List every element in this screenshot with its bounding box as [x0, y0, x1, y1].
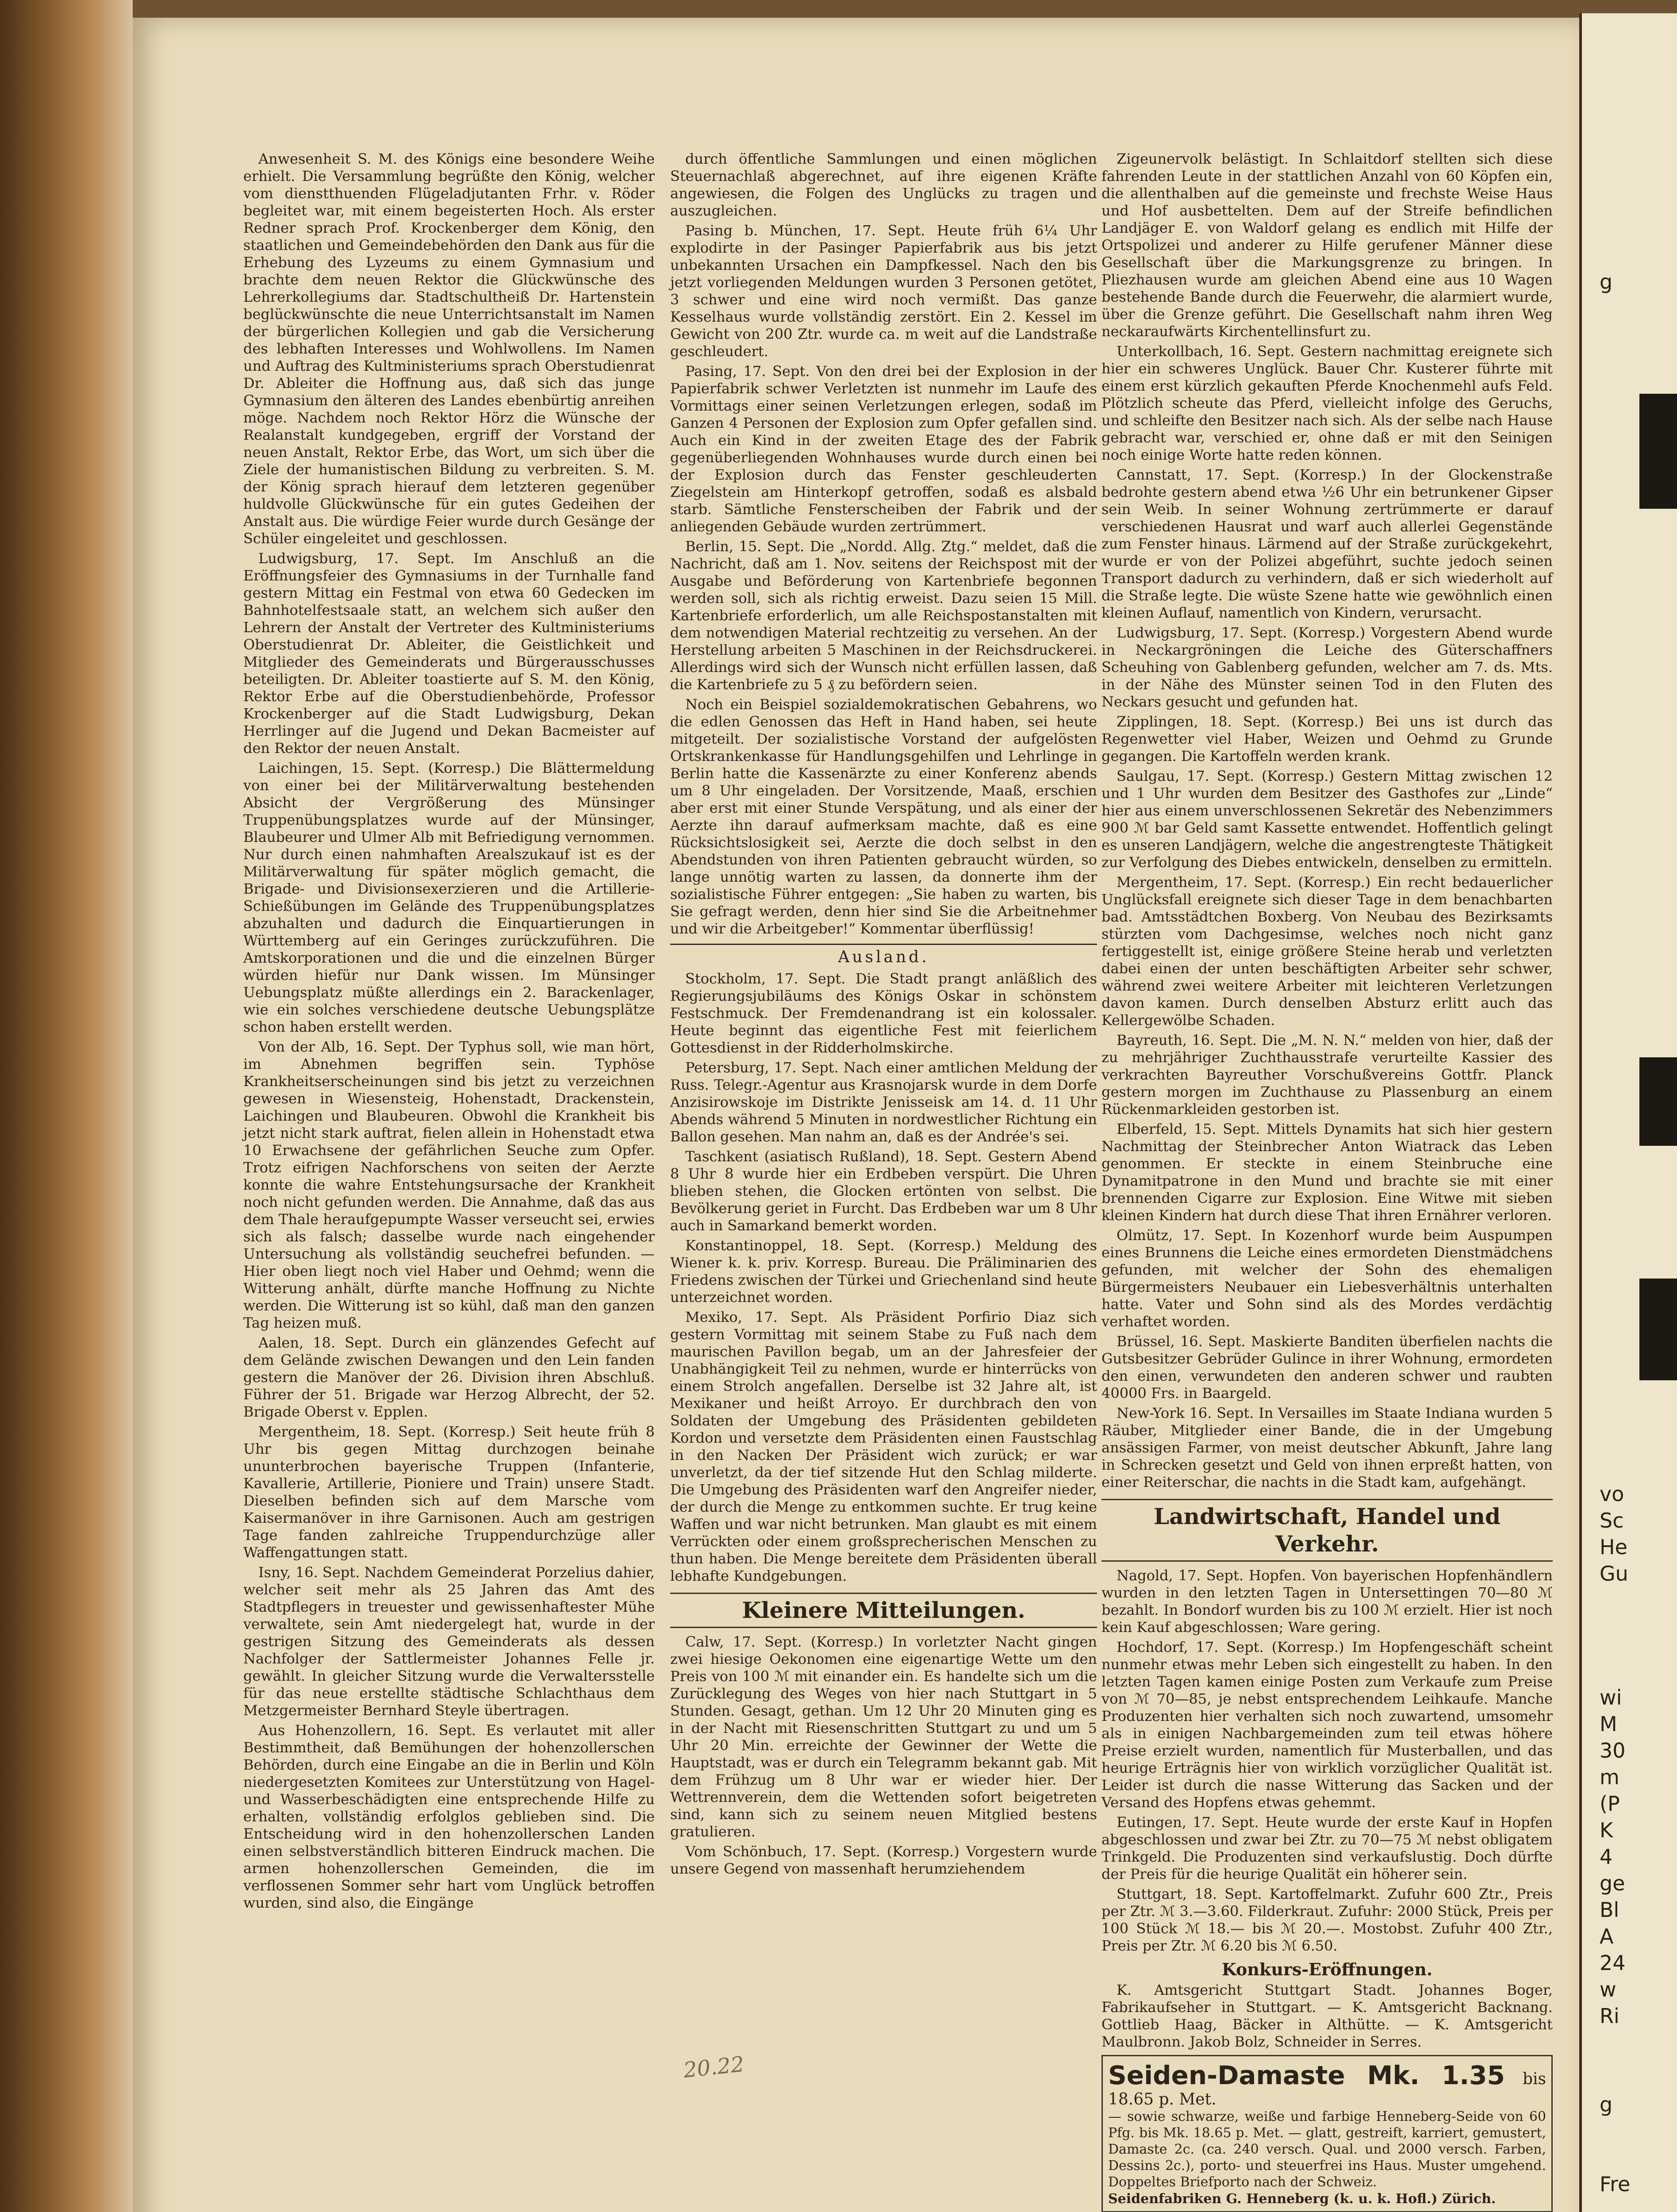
text-fragment: g: [1600, 2093, 1613, 2116]
text-fragment: Bl: [1600, 1898, 1619, 1922]
text-fragment: (P: [1600, 1792, 1620, 1816]
article: Aalen, 18. Sept. Durch ein glänzendes Gefecht auf dem Gelände zwischen Dewangen und den Lein fanden gestern die Manöver der 26. Division ihren Abschluß. Führer der 51. Brigade war Herzog Albrecht, der 52. Brigade Oberst v. Epplen.: [243, 1334, 655, 1420]
article: Ludwigsburg, 17. Sept. (Korresp.) Vorgestern Abend wurde in Neckargröningen die Leiche des Güterschaffners Scheuhing von Gablenberg gefunden, welcher am 7. ds. Mts. in der Nähe des Münster seinen Tod in den Fluten des Neckars gesucht und gefunden hat.: [1101, 624, 1553, 710]
article: Zipplingen, 18. Sept. (Korresp.) Bei uns ist durch das Regenwetter viel Haber, Weizen und Oehmd zu Grunde gegangen. Die Kartoffeln werden krank.: [1101, 713, 1553, 764]
text-fragment: m: [1600, 1765, 1619, 1789]
pencil-annotation: 20.22: [682, 2051, 745, 2083]
text-fragment: 30: [1600, 1739, 1626, 1763]
text-fragment: Fre: [1600, 2172, 1631, 2196]
section-heading-ausland: Ausland.: [670, 944, 1097, 966]
section-heading-landwirtschaft: Landwirtschaft, Handel und Verkehr.: [1101, 1499, 1553, 1562]
text-fragment: A: [1600, 1924, 1614, 1948]
ad-title: Seiden-Damaste Mk. 1.35: [1108, 2060, 1505, 2090]
ad-block-fragment: [1639, 1057, 1677, 1146]
column-3: [1101, 150, 1553, 2212]
article: Petersburg, 17. Sept. Nach einer amtlichen Meldung der Russ. Telegr.-Agentur aus Krasnojarsk wurde in dem Dorfe Anzisirowskoje im Distrikte Jenisseisk am 14. d. 11 Uhr Abends während 5 Minuten in nordwestlicher Richtung ein Ballon gesehen. Man nahm an, daß es der Andrée's sei.: [670, 1059, 1097, 1145]
article: Pasing, 17. Sept. Von den drei bei der Explosion in der Papierfabrik schwer Verletzten ist nunmehr im Laufe des Vormittags einer seinen Verletzungen erlegen, sodaß im Ganzen 4 Personen der Explosion zum Opfer gefallen sind. Auch ein Kind in der zweiten Etage des der Fabrik gegenüberliegenden Wohnhauses wurde durch einen bei der Explosion durch das Fenster geschleuderten Ziegelstein am Hinterkopf getroffen, sodaß es alsbald starb. Sämtliche Fensterscheiben der Fabrik und der anliegenden Gebäude wurden zertrümmert.: [670, 363, 1097, 535]
text-fragment: Sc: [1600, 1509, 1624, 1532]
text-fragment: 24: [1600, 1951, 1626, 1975]
article: Saulgau, 17. Sept. (Korresp.) Gestern Mittag zwischen 12 und 1 Uhr wurden dem Besitzer des Gasthofes zur „Linde“ hier aus einem unverschlossenen Sekretär des Nebenzimmers 900 ℳ bar Geld samt Kassette entwendet. Hoffentlich gelingt es unseren Landjägern, welche die angestrengteste Thätigkeit zur Verfolgung des Diebes entwickeln, denselben zu ermitteln.: [1101, 768, 1553, 871]
article: New-York 16. Sept. In Versailles im Staate Indiana wurden 5 Räuber, Mitglieder einer Bande, die in der Umgebung ansässigen Farmer, von meist deutscher Abkunft, Jahre lang in Schrecken gesetzt und Geld von ihnen erpreßt hatten, von einer Reiterschar, die nachts in die Stadt kam, aufgehängt.: [1101, 1405, 1553, 1490]
ad-block-fragment: [1639, 394, 1677, 509]
article: Brüssel, 16. Sept. Maskierte Banditen überfielen nachts die Gutsbesitzer Gebrüder Gulince in ihrer Wohnung, ermordeten den einen, verwundeten den anderen schwer und raubten 40000 Frs. in Baargeld.: [1101, 1333, 1553, 1402]
text-fragment: K: [1600, 1818, 1613, 1842]
article: Stuttgart, 18. Sept. Kartoffelmarkt. Zufuhr 600 Ztr., Preis per Ztr. ℳ 3.—3.60. Filderkraut. Zufuhr: 2000 Stück, Preis per 100 Stück ℳ 18.— bis ℳ 20.—. Mostobst. Zufuhr 400 Ztr., Preis per Ztr. ℳ 6.20 bis ℳ 6.50.: [1101, 1886, 1553, 1954]
ad-price-note: bis 18.65 p. Met.: [1108, 2070, 1547, 2108]
article: Isny, 16. Sept. Nachdem Gemeinderat Porzelius dahier, welcher seit mehr als 25 Jahren das Amt des Stadtpflegers in treuester und gewissenhaftester Mühe verwaltete, sein Amt niedergelegt hat, wurde in der gestrigen Sitzung des Gemeinderats als dessen Nachfolger der Sattlermeister Johannes Felle jr. gewählt. In gleicher Sitzung wurde die Verwaltersstelle für das neue erstellte städtische Schlachthaus dem Metzgermeister Bernhard Steyle übertragen.: [243, 1564, 655, 1719]
article: Eutingen, 17. Sept. Heute wurde der erste Kauf in Hopfen abgeschlossen und zwar bei Ztr. zu 70—75 ℳ nebst obligatem Trinkgeld. Die Produzenten sind verkaufslustig. Doch dürfte der Preis für die heurige Qualität ein höherer sein.: [1101, 1814, 1553, 1882]
article: Nagold, 17. Sept. Hopfen. Von bayerischen Hopfenhändlern wurden in den letzten Tagen in Untersettingen 70—80 ℳ bezahlt. In Bondorf wurden bis zu 100 ℳ erzielt. Hier ist noch kein Kauf abgeschlossen; Ware gering.: [1101, 1567, 1553, 1636]
article: Taschkent (asiatisch Rußland), 18. Sept. Gestern Abend 8 Uhr 8 wurde hier ein Erdbeben verspürt. Die Uhren blieben stehen, die Glocken ertönten von selbst. Die Bevölkerung geriet in Furcht. Das Erdbeben war um 8 Uhr auch in Samarkand bemerkt worden.: [670, 1148, 1097, 1234]
advertisement-seiden-damaste: [1101, 2055, 1553, 2212]
article: Mergentheim, 17. Sept. (Korresp.) Ein recht bedauerlicher Unglücksfall ereignete sich dieser Tage in dem benachbarten bad. Amtsstädtchen Boxberg. Von Neubau des Bezirksamts stürzten vom Dachgesimse, welches noch nicht ganz fertiggestellt ist, einige größere Steine herab und verletzten dabei einen der unten beschäftigten Arbeiter sehr schwer, während zwei weitere Arbeiter mit leichteren Verletzungen davon kamen. Durch denselben Absturz erlitt auch das Kellergewölbe Schaden.: [1101, 874, 1553, 1029]
text-fragment: ge: [1600, 1871, 1625, 1895]
article: Calw, 17. Sept. (Korresp.) In vorletzter Nacht gingen zwei hiesige Oekonomen eine eigenartige Wette um den Preis von 100 ℳ mit einander ein. Es handelte sich um die Zurücklegung des Weges von hier nach Stuttgart in 5 Stunden. Gesagt, gethan. Um 12 Uhr 20 Minuten ging es in der Nacht mit Riesenschritten Stuttgart zu und um 5 Uhr 20 Min. erreichte der Gewinner der Wette die Hauptstadt, was er durch ein Telegramm bekannt gab. Mit dem Frühzug um 8 Uhr war er wieder hier. Der Wettrennverein, dem die Wettenden sofort beigetreten sind, kann sich zu seinem neuen Mitglied bestens gratulieren.: [670, 1633, 1097, 1840]
article: Mergentheim, 18. Sept. (Korresp.) Seit heute früh 8 Uhr bis gegen Mittag durchzogen beinahe ununterbrochen bayerische Truppen (Infanterie, Kavallerie, Artillerie, Pioniere und Train) unsere Stadt. Dieselben befinden sich auf dem Marsche vom Kaisermanöver in ihre Garnisonen. Auch am gestrigen Tage fanden zahlreiche Truppendurchzüge aller Waffengattungen statt.: [243, 1423, 655, 1561]
text-fragment: vo: [1600, 1482, 1624, 1506]
text-fragment: wi: [1600, 1686, 1622, 1709]
text-fragment: 4: [1600, 1845, 1613, 1869]
column-1: [243, 150, 655, 1914]
ad-body: — sowie schwarze, weiße und farbige Henneberg-Seide von 60 Pfg. bis Mk. 18.65 p. Met. — glatt, gestreift, karriert, gemustert, Damaste 2c. (ca. 240 versch. Qual. und 2000 versch. Farben, Dessins 2c.), porto- und steuerfrei ins Haus. Muster umgehend. Doppeltes Briefporto nach der Schweiz.: [1108, 2109, 1546, 2190]
column-2: [670, 150, 1097, 1880]
article: Elberfeld, 15. Sept. Mittels Dynamits hat sich hier gestern Nachmittag der Steinbrecher Anton Wiatrack das Leben genommen. Er steckte in einem Steinbruche eine Dynamitpatrone in den Mund und brachte sie mit einer brennenden Cigarre zur Explosion. Eine Witwe mit sieben kleinen Kindern hat durch diese That ihren Ernährer verloren.: [1101, 1121, 1553, 1224]
article: Stockholm, 17. Sept. Die Stadt prangt anläßlich des Regierungsjubiläums des Königs Oskar in schönstem Festschmuck. Der Fremdenandrang ist ein kolossaler. Heute beginnt das eigentliche Fest mit feierlichem Gottesdienst in der Ridderholmskirche.: [670, 970, 1097, 1056]
ad-firm: Seidenfabriken G. Henneberg (k. u. k. Hofl.) Zürich.: [1108, 2191, 1496, 2207]
article: Laichingen, 15. Sept. (Korresp.) Die Blättermeldung von einer bei der Militärverwaltung bestehenden Absicht der Vergrößerung des Münsinger Truppenübungsplatzes wurde auf der Münsinger, Blaubeurer und Ulmer Alb mit Befriedigung vernommen. Nur durch einen nahmhaften Arealszukauf ist es der Militärverwaltung für später möglich gemacht, die Brigade- und Divisionsexerzieren und die Artillerie-Schießübungen im Gelände des Truppenübungsplatzes abzuhalten und dadurch die Einquartierungen in Württemberg auf ein Geringes zurückzuführen. Die Amtskorporationen und die und die einzelnen Bürger würden hiefür nur Dank wissen. Im Münsinger Uebungsplatz müßte allerdings ein 2. Barackenlager, wie ein solches verschiedene deutsche Uebungsplätze schon haben erstellt werden.: [243, 760, 655, 1035]
article: Unterkollbach, 16. Sept. Gestern nachmittag ereignete sich hier ein schweres Unglück. Bauer Chr. Kusterer führte mit einem erst kürzlich gekauften Pferde Knochenmehl aufs Feld. Plötzlich scheute das Pferd, vielleicht infolge des Geruchs, und schleifte den Besitzer nach sich. Als der selbe nach Hause gebracht war, verschied er, ohne daß er mit den Seinigen noch einige Worte hatte reden können.: [1101, 343, 1553, 463]
text-fragment: w: [1600, 1978, 1616, 2001]
article: Bayreuth, 16. Sept. Die „M. N. N.“ melden von hier, daß der zu mehrjähriger Zuchthausstrafe verurteilte Kassier des verkrachten Bayreuther Vorschußvereins Gottfr. Planck gestern morgen im Zuchthause zu Plassenburg an einem Rückenmarkleiden gestorben ist.: [1101, 1032, 1553, 1118]
text-fragment: g: [1600, 270, 1613, 294]
article: Konstantinoppel, 18. Sept. (Korresp.) Meldung des Wiener k. k. priv. Korresp. Bureau. Die Präliminarien des Friedens zwischen der Türkei und Griechenland sind heute unterzeichnet worden.: [670, 1237, 1097, 1306]
article: Ludwigsburg, 17. Sept. Im Anschluß an die Eröffnungsfeier des Gymnasiums in der Turnhalle fand gestern Mittag ein Festmal von etwa 60 Gedecken im Bahnhotelfestsaale statt, an welchem sich außer den Lehrern der Anstalt der Vertreter des Kultministeriums Oberstudienrat Dr. Ableiter, die Geistlichkeit und Mitglieder des Gemeinderats und Bürgerausschusses beteiligten. Dr. Ableiter toastierte auf S. M. den König, Rektor Erbe auf die Oberstudienbehörde, Professor Krockenberger auf die Stadt Ludwigsburg, Dekan Herrlinger auf die Jugend und Dekan Bacmeister auf den Rektor der neuen Anstalt.: [243, 550, 655, 757]
article: Von der Alb, 16. Sept. Der Typhus soll, wie man hört, im Abnehmen begriffen sein. Typhöse Krankheitserscheinungen sind bis jetzt zu verzeichnen gewesen in Wiesensteig, Hohenstadt, Drackenstein, Laichingen und Blaubeuren. Obwohl die Krankheit bis jetzt nicht stark auftrat, fielen allein in Hohenstadt etwa 10 Erwachsene der gefährlichen Seuche zum Opfer. Trotz eifrigen Nachforschens von seiten der Aerzte konnte die wahre Entstehungsursache der Krankheit noch nicht gefunden werden. Die Annahme, daß das aus dem Thale heraufgepumpte Wasser verseucht sei, erwies sich als falsch; dasselbe wurde nach eingehender Untersuchung als vollständig seuchefrei befunden. — Hier oben liegt noch viel Haber und Oehmd; wenn die Witterung anhält, dürfte manche Hoffnung zu Nichte werden. Die Witterung ist so kühl, daß man den ganzen Tag heizen muß.: [243, 1038, 655, 1331]
article: Vom Schönbuch, 17. Sept. (Korresp.) Vorgestern wurde unsere Gegend von massenhaft herumziehendem: [670, 1843, 1097, 1877]
article: durch öffentliche Sammlungen und einen möglichen Steuernachlaß abgerechnet, auf ihre eigenen Kräfte angewiesen, die Folgen des Unglücks zu tragen und auszugleichen.: [670, 150, 1097, 219]
article: Aus Hohenzollern, 16. Sept. Es verlautet mit aller Bestimmtheit, daß Bemühungen der hohenzollerschen Behörden, durch eine Eingabe an die in Berlin und Köln niedergesetzten Komitees zur Unterstützung von Hagel- und Wasserbeschädigten eine entsprechende Hilfe zu erhalten, vollständig erfolglos geblieben sind. Die Entscheidung wird in den hohenzollerschen Landen einen selbstverständlich bitteren Eindruck machen. Die armen hohenzollerschen Gemeinden, die im verflossenen Sommer sehr hart vom Unglück betroffen wurden, sind also, die Eingänge: [243, 1722, 655, 1911]
text-fragment: He: [1600, 1535, 1627, 1559]
article: Hochdorf, 17. Sept. (Korresp.) Im Hopfengeschäft scheint nunmehr etwas mehr Leben sich eingestellt zu haben. In den letzten Tagen kamen einige Posten zum Verkaufe zum Preise von ℳ 70—85, je nebst entsprechendem Leihkaufe. Manche Produzenten hier verhalten sich noch zuwartend, umsomehr als in einigen Nachbargemeinden zum teil etwas höhere Preise erzielt wurden, namentlich für Musterballen, und das heurige Erträgnis hier von wirklich vorzüglicher Qualität ist. Leider ist durch die nasse Witterung das Sacken und der Versand des Hopfens etwas gehemmt.: [1101, 1639, 1553, 1811]
article: Anwesenheit S. M. des Königs eine besondere Weihe erhielt. Die Versammlung begrüßte den König, welcher vom dienstthuenden Flügeladjutanten Frhr. v. Röder begleitet war, mit einem begeisterten Hoch. Als erster Redner sprach Prof. Krockenberger dem König, den staatlichen und Gemeindebehörden den Dank aus für die Erhebung des Lyzeums zu einem Gymnasium und brachte dem neuen Rektor die Glückwünsche des Lehrerkollegiums dar. Stadtschultheiß Dr. Hartenstein beglückwünschte die neue Unterrichtsanstalt im Namen der bürgerlichen Kollegien und gab die Versicherung des lebhaften Interesses und Wohlwollens. Im Namen und Auftrag des Kultministeriums sprach Oberstudienrat Dr. Ableiter die Hoffnung aus, daß sich das junge Gymnasium den älteren des Landes ebenbürtig anreihen möge. Nachdem noch Rektor Hörz die Wünsche der Realanstalt kundgegeben, ergriff der Vorstand der neuen Anstalt, Rektor Erbe, das Wort, um sich über die Ziele der humanistischen Bildung zu verbreiten. S. M. der König sprach hierauf dem letzteren gegenüber huldvolle Glückwünsche für ein gutes Gedeihen der Anstalt aus. Die würdige Feier wurde durch Gesänge der Schüler eingeleitet und geschlossen.: [243, 150, 655, 547]
section-heading-kleinere-mitteilungen: Kleinere Mitteilungen.: [670, 1593, 1097, 1628]
konkurs-heading: Konkurs-Eröffnungen.: [1221, 1959, 1433, 1979]
ad-block-fragment: [1639, 1279, 1677, 1380]
article: Noch ein Beispiel sozialdemokratischen Gebahrens, wo die edlen Genossen das Heft in Hand haben, sei heute mitgeteilt. Der sozialistische Vorstand der aufgelösten Ortskrankenkasse für Handlungsgehilfen und Lehrlinge in Berlin hatte die Kassenärzte zu einer Konferenz abends um 8 Uhr eingeladen. Der Vorsitzende, Maaß, erschien aber erst mit einer Stunde Verspätung, und als einer der Aerzte ihn darauf aufmerksam machte, daß es eine Rücksichtslosigkeit sei, Aerzte die doch selbst in den Abendstunden von ihren Patienten gebraucht würden, so lange unnötig warten zu lassen, da donnerte ihm der sozialistische Führer entgegen: „Sie haben zu warten, bis Sie gefragt werden, denn hier sind Sie die Arbeitnehmer und wir die Arbeitgeber!“ Kommentar überflüssig!: [670, 696, 1097, 937]
text-fragment: Gu: [1600, 1562, 1628, 1586]
article: Mexiko, 17. Sept. Als Präsident Porfirio Diaz sich gestern Vormittag mit seinem Stabe zu Fuß nach dem maurischen Pavillon begab, um an der Jahresfeier der Unabhängigkeit Teil zu nehmen, wurde er hinterrücks von einem Strolch angefallen. Derselbe ist 32 Jahre alt, ist Mexikaner und heißt Arroyo. Er durchbrach den von Soldaten der Umgebung des Präsidenten gebildeten Kordon und versetzte dem Präsidenten einen Faustschlag in den Nacken Der Präsident wich zurück; er war unverletzt, da der tief sitzende Hut den Schlag milderte. Die Umgebung des Präsidenten warf den Angreifer nieder, der durch die Menge zu entkommen suchte. Er trug keine Waffen und war nicht betrunken. Man glaubt es mit einem Verrückten oder einem großsprecherischen Menschen zu thun haben. Die Menge bereitete dem Präsidenten überall lebhafte Kundgebungen.: [670, 1309, 1097, 1584]
article: Berlin, 15. Sept. Die „Nordd. Allg. Ztg.“ meldet, daß die Nachricht, daß am 1. Nov. seitens der Reichspost mit der Ausgabe und Beförderung von Kartenbriefe begonnen werden soll, sich als richtig erweist. Dazu seien 15 Mill. Kartenbriefe erforderlich, um alle Reichspostanstalten mit dem notwendigen Material rechtzeitig zu versehen. An der Herstellung arbeiten 5 Maschinen in der Reichsdruckerei. Allerdings wird sich der Wunsch nicht erfüllen lassen, daß die Kartenbriefe zu 5 ₰ zu befördern seien.: [670, 538, 1097, 693]
article: Pasing b. München, 17. Sept. Heute früh 6¼ Uhr explodirte in der Pasinger Papierfabrik aus bis jetzt unbekannten Ursachen ein Dampfkessel. Nach den bis jetzt vorliegenden Meldungen wurden 3 Personen getötet, 3 schwer und eine wird noch vermißt. Das ganze Kesselhaus wurde vollständig zerstört. Ein 2. Kessel im Gewicht von 200 Ztr. wurde ca. m weit auf die Landstraße geschleudert.: [670, 222, 1097, 360]
adjacent-page-edge: [1579, 13, 1677, 2212]
book-spine: [0, 0, 133, 2212]
article: Cannstatt, 17. Sept. (Korresp.) In der Glockenstraße bedrohte gestern abend etwa ½6 Uhr ein betrunkener Gipser sein Weib. In seiner Wohnung zertrümmerte er darauf verschiedenen Hausrat und warf auch allerlei Gegenstände zum Fenster hinaus. Lärmend auf der Straße zurückgekehrt, wurde er von der Polizei abgeführt, suchte jedoch seinen Transport dadurch zu verhindern, daß er sich wiederholt auf die Straße legte. Die wüste Szene hatte wie gewöhnlich einen kleinen Auflauf, namentlich von Kindern, verursacht.: [1101, 466, 1553, 621]
text-fragment: Ri: [1600, 2004, 1619, 2028]
article: Olmütz, 17. Sept. In Kozenhorf wurde beim Auspumpen eines Brunnens die Leiche eines ermordeten Dienstmädchens gefunden, mit welcher der Sohn des ehemaligen Bürgermeisters Neubauer ein Liebesverhältnis unterhalten hatte. Vater und Sohn sind als des Mordes verdächtig verhaftet worden.: [1101, 1227, 1553, 1330]
text-fragment: M: [1600, 1712, 1617, 1736]
article: Zigeunervolk belästigt. In Schlaitdorf stellten sich diese fahrenden Leute in der stattlichen Anzahl von 60 Köpfen ein, die allenthalben auf die gemeinste und frechste Weise Haus und Hof ausbettelten. Dem auf der Streife befindlichen Landjäger E. von Waldorf gelang es endlich mit Hilfe der Ortspolizei und anderer zu Hilfe gerufener Männer diese Gesellschaft über die Markungsgrenze zu bringen. In Pliezhausen wurde am gleichen Abend eine aus 10 Wagen bestehende Bande durch die Feuerwehr, die alarmiert wurde, über die Grenze geführt. Die Gesellschaft nahm ihren Weg neckaraufwärts Kirchentellinsfurt zu.: [1101, 150, 1553, 340]
konkurs-list: K. Amtsgericht Stuttgart Stadt. Johannes Boger, Fabrikaufseher in Stuttgart. — K. Amtsgericht Backnang. Gottlieb Haag, Bäcker in Althütte. — K. Amtsgericht Maulbronn. Jakob Bolz, Schneider in Serres.: [1101, 1982, 1553, 2050]
